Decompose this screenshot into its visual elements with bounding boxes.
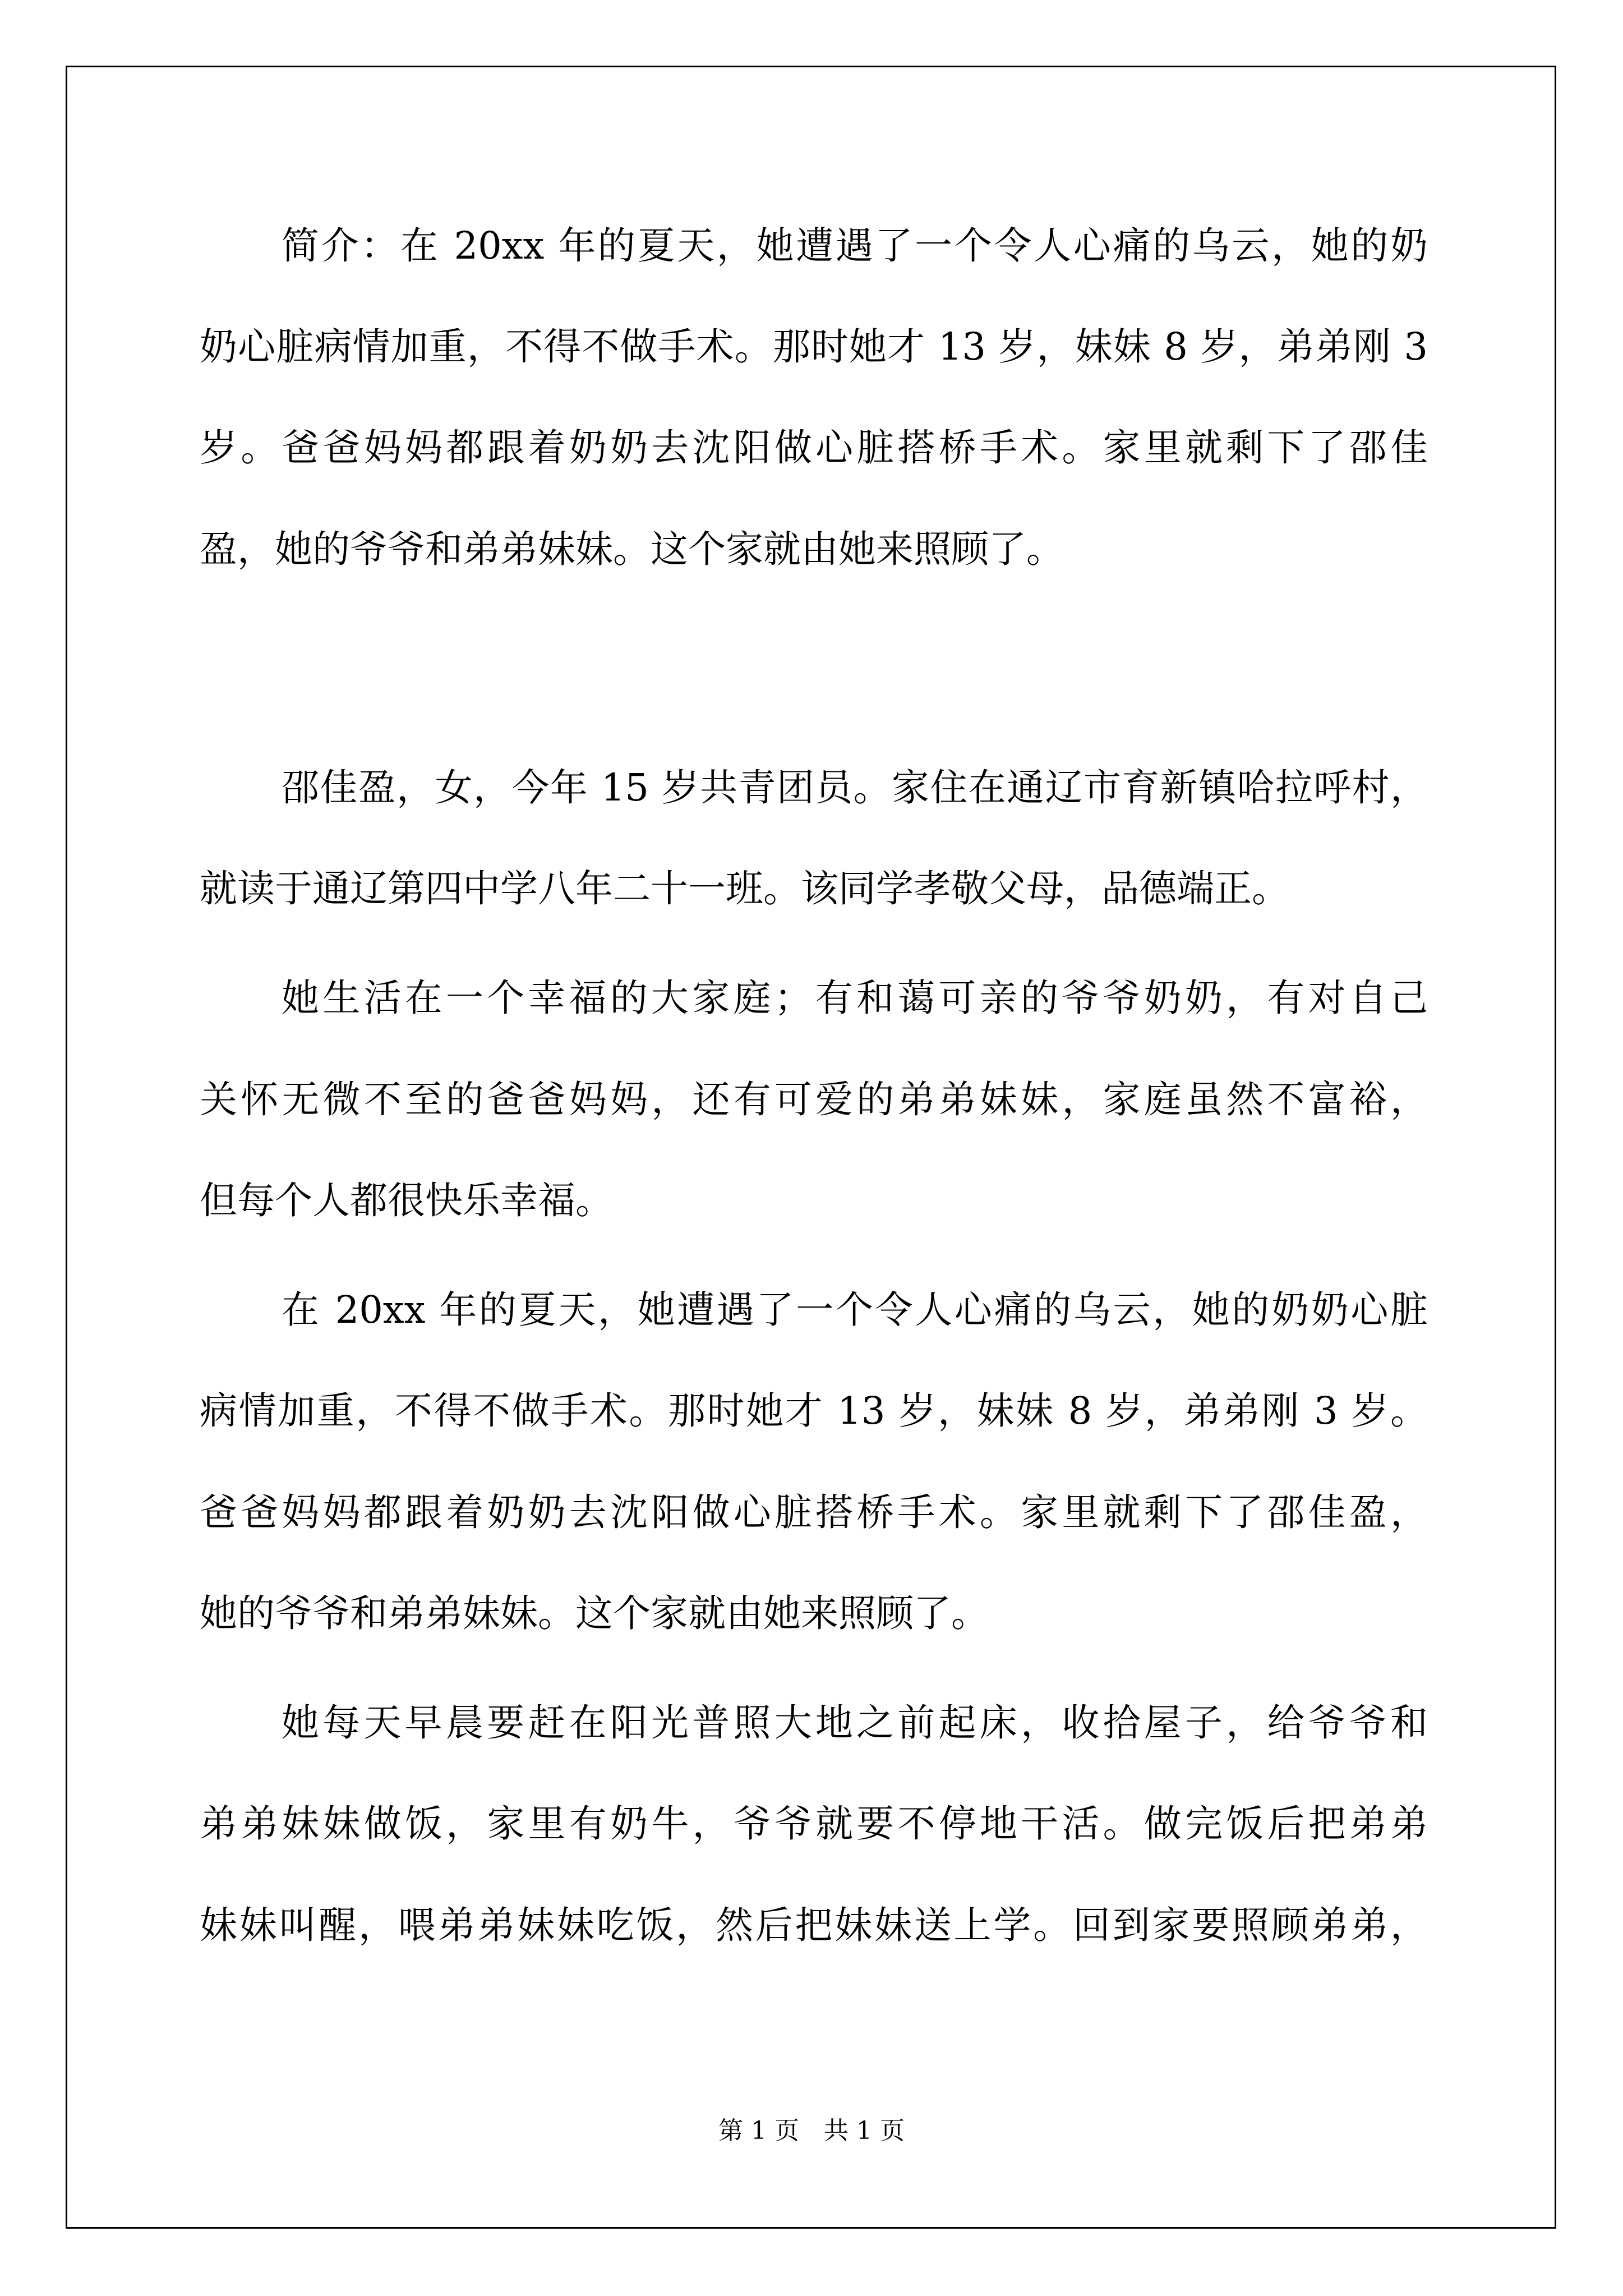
paragraph-line: 奶心脏病情加重，不得不做手术。那时她才 13 岁，妹妹 8 岁，弟弟刚 3 [200, 325, 1428, 369]
paragraph-line: 简介：在 20xx 年的夏天，她遭遇了一个令人心痛的乌云，她的奶 [282, 224, 1428, 268]
paragraph-line: 爸爸妈妈都跟着奶奶去沈阳做心脏搭桥手术。家里就剩下了邵佳盈， [200, 1490, 1428, 1534]
paragraph-line: 岁。爸爸妈妈都跟着奶奶去沈阳做心脏搭桥手术。家里就剩下了邵佳 [200, 426, 1428, 470]
paragraph-line: 她的爷爷和弟弟妹妹。这个家就由她来照顾了。 [200, 1591, 989, 1635]
paragraph-line: 盈，她的爷爷和弟弟妹妹。这个家就由她来照顾了。 [200, 527, 1064, 571]
paragraph-line: 病情加重，不得不做手术。那时她才 13 岁，妹妹 8 岁，弟弟刚 3 岁。 [200, 1389, 1428, 1433]
paragraph-line: 弟弟妹妹做饭，家里有奶牛，爷爷就要不停地干活。做完饭后把弟弟 [200, 1802, 1428, 1846]
paragraph-line: 邵佳盈，女，今年 15 岁共青团员。家住在通辽市育新镇哈拉呼村， [282, 766, 1428, 809]
paragraph-line: 就读于通辽第四中学八年二十一班。该同学孝敬父母，品德端正。 [200, 867, 1289, 910]
paragraph-line: 但每个人都很快乐幸福。 [200, 1179, 613, 1222]
paragraph-line: 妹妹叫醒，喂弟弟妹妹吃饭，然后把妹妹送上学。回到家要照顾弟弟， [200, 1903, 1428, 1947]
paragraph-line: 在 20xx 年的夏天，她遭遇了一个令人心痛的乌云，她的奶奶心脏 [282, 1288, 1428, 1332]
paragraph-line: 她每天早晨要赶在阳光普照大地之前起床，收拾屋子，给爷爷和 [282, 1701, 1428, 1745]
page-number-footer: 第 1 页 共 1 页 [718, 2116, 905, 2145]
paragraph-line: 关怀无微不至的爸爸妈妈，还有可爱的弟弟妹妹，家庭虽然不富裕， [200, 1078, 1428, 1121]
paragraph-line: 她生活在一个幸福的大家庭；有和蔼可亲的爷爷奶奶，有对自己 [282, 976, 1428, 1020]
